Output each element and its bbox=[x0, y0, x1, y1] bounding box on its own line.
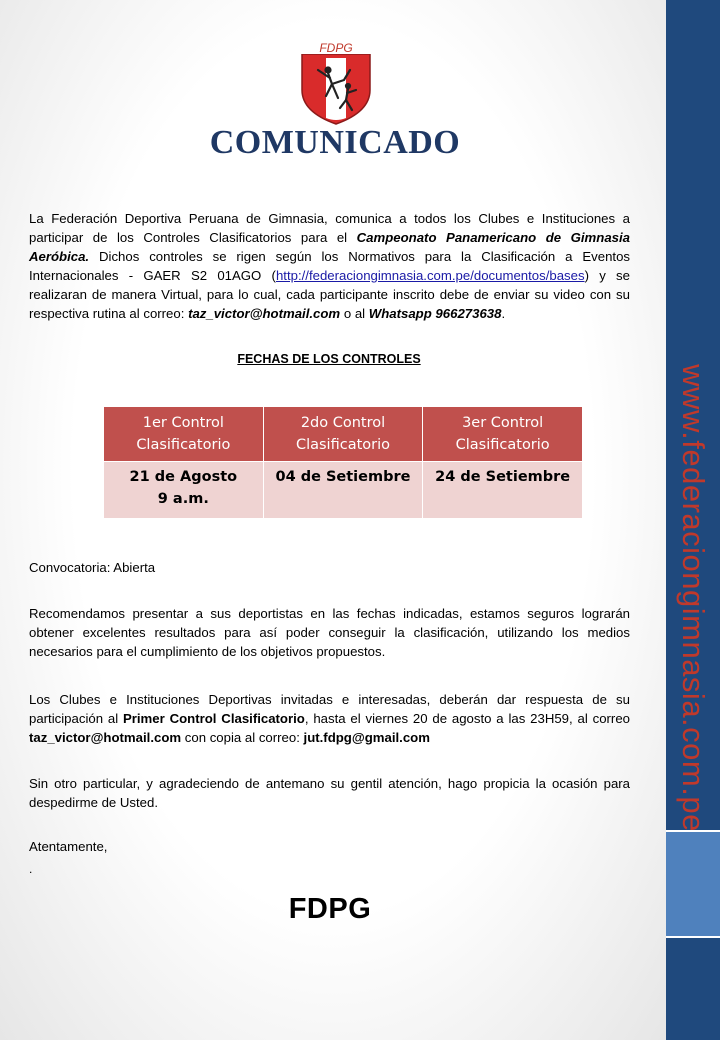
bases-link[interactable]: http://federaciongimnasia.com.pe/documentos/bases bbox=[275, 268, 585, 283]
atentamente-text: Atentamente, bbox=[29, 839, 108, 854]
contact-email[interactable]: taz_victor@hotmail.com bbox=[29, 730, 182, 745]
contact-email[interactable]: taz_victor@hotmail.com bbox=[188, 306, 341, 321]
signature: FDPG bbox=[288, 893, 372, 925]
table-header: 3er Control Clasificatorio bbox=[423, 407, 583, 462]
table-cell: 24 de Setiembre bbox=[423, 462, 583, 519]
respuesta-paragraph: Los Clubes e Instituciones Deportivas invitadas e interesadas, deberán dar respuesta de su participación al Primer Control Clasificatorio, hasta el viernes 20 de agosto a las 23H59, al correo taz_victor@hotmail.com con copia al correo: jut.fdpg@gmail.com bbox=[29, 692, 630, 745]
table-cell: 21 de Agosto 9 a.m. bbox=[104, 462, 264, 519]
copy-email[interactable]: jut.fdpg@gmail.com bbox=[303, 730, 430, 745]
intro-paragraph: La Federación Deportiva Peruana de Gimnasia, comunica a todos los Clubes e Instituciones a participar de los Controles Clasificatorios para el Campeonato Panamericano de Gimnasia Aeróbica. Dichos controles se rigen según los Normativos para la Clasificación a Eventos Internacionales - GAER S2 01AGO (http://federaciongimnasia.com.pe/documentos/bases) y se realizaran de manera Virtual, para lo cual, cada participante inscrito debe de enviar su video con su respectiva rutina al correo: taz_victor@hotmail.com o al Whatsapp 966273638. bbox=[29, 211, 631, 321]
fdpg-logo bbox=[298, 40, 374, 126]
table-cell: 04 de Setiembre bbox=[263, 462, 423, 519]
sidebar-accent-band bbox=[666, 832, 720, 936]
closing-paragraph: Sin otro particular, y agradeciendo de antemano su gentil atención, hago propicia la ocasión para despedirme de Usted. bbox=[29, 776, 630, 810]
controles-table bbox=[103, 406, 583, 519]
logo-text: FDPG bbox=[319, 41, 353, 55]
sidebar-divider bbox=[666, 936, 720, 938]
table-header: 2do Control Clasificatorio bbox=[263, 407, 423, 462]
whatsapp-contact: Whatsapp 966273638 bbox=[368, 306, 502, 321]
fechas-heading: FECHAS DE LOS CONTROLES bbox=[237, 352, 421, 366]
dot-text: . bbox=[29, 862, 33, 876]
table-header: 1er Control Clasificatorio bbox=[104, 407, 264, 462]
convocatoria-text: Convocatoria: Abierta bbox=[29, 560, 156, 575]
website-url[interactable]: www.federaciongimnasia.com.pe bbox=[676, 364, 711, 832]
page-title: COMUNICADO bbox=[209, 124, 461, 161]
event-name: Campeonato Panamericano de Gimnasia Aeróbica. bbox=[29, 230, 631, 264]
recomendamos-paragraph: Recomendamos presentar a sus deportistas en las fechas indicadas, estamos seguros lograrán obtener excelentes resultados para así poder conseguir la clasificación, utilizando los medios necesarios para el cumplimiento de los objetivos propuestos. bbox=[29, 606, 630, 659]
